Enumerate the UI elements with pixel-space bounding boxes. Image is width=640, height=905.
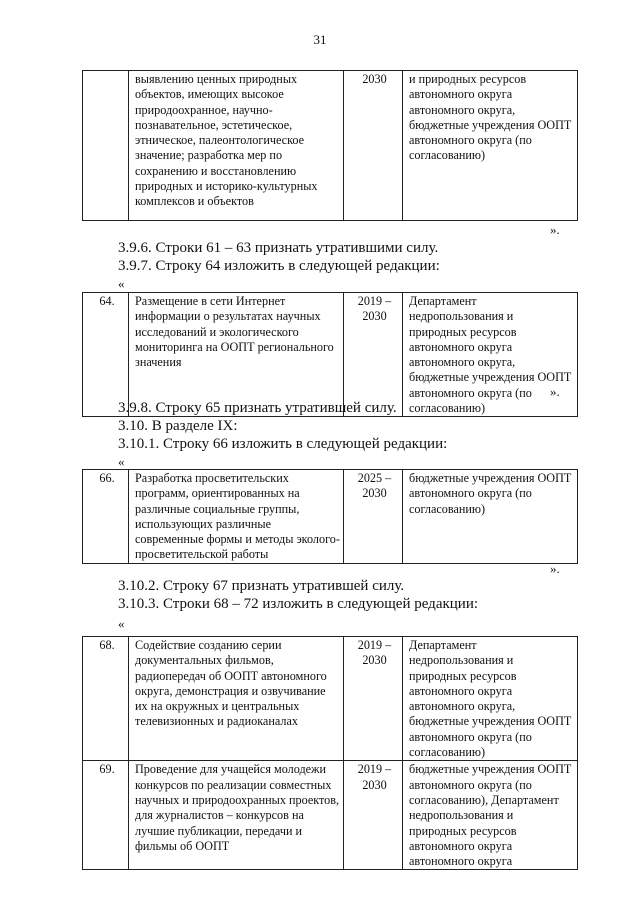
paragraph-3-10-3: 3.10.3. Строки 68 – 72 изложить в следующей редакции: bbox=[118, 596, 479, 612]
closing-quote: ». bbox=[550, 222, 560, 237]
table-row-64 bbox=[82, 292, 578, 417]
table-continued bbox=[82, 70, 578, 221]
table-rows-68-72 bbox=[82, 636, 578, 870]
row-executor: и природных ресурсов автономного округа автономного округа, бюджетные учреждения ООПТ автономного округа (по согласованию) bbox=[403, 71, 578, 221]
table-row bbox=[83, 293, 578, 417]
row-executor: Департамент недропользования и природных ресурсов автономного округа автономного округа, бюджетные учреждения ООПТ автономного округа (по согласованию) bbox=[403, 293, 578, 417]
row-number: 68. bbox=[83, 637, 129, 761]
row-period: 2019 – 2030 bbox=[344, 637, 403, 761]
table-row bbox=[83, 637, 578, 761]
row-number bbox=[83, 71, 129, 221]
row-activity: Содействие созданию серии документальных фильмов, радиопередач об ООПТ автономного округа, демонстрация и озвучивание их на окружных и центральных телевизионных и радиоканалах bbox=[129, 637, 344, 761]
row-number: 64. bbox=[83, 293, 129, 417]
row-period: 2030 bbox=[344, 71, 403, 221]
row-executor: бюджетные учреждения ООПТ автономного округа (по согласованию) bbox=[403, 470, 578, 564]
row-executor: бюджетные учреждения ООПТ автономного округа (по согласованию), Департамент недропользования и природных ресурсов автономного округа автономного округа bbox=[403, 761, 578, 870]
table-row-66 bbox=[82, 469, 578, 564]
paragraph-3-10-1: 3.10.1. Строку 66 изложить в следующей редакции: bbox=[118, 436, 448, 452]
closing-quote: ». bbox=[550, 561, 560, 576]
opening-quote: « bbox=[118, 276, 125, 291]
opening-quote: « bbox=[118, 454, 125, 469]
paragraph-3-9-8: 3.9.8. Строку 65 признать утратившей силу. bbox=[118, 400, 397, 416]
opening-quote: « bbox=[118, 616, 125, 631]
paragraph-3-9-6: 3.9.6. Строки 61 – 63 признать утратившими силу. bbox=[118, 240, 439, 256]
paragraph-3-9-7: 3.9.7. Строку 64 изложить в следующей редакции: bbox=[118, 258, 440, 274]
row-activity: Размещение в сети Интернет информации о результатах научных исследований и экологического мониторинга на ООПТ регионального значения bbox=[129, 293, 344, 417]
row-activity: Разработка просветительских программ, ориентированных на различные социальные группы, использующих различные современные формы и методы эколого-просветительской работы bbox=[129, 470, 344, 564]
paragraph-3-10-2: 3.10.2. Строку 67 признать утратившей силу. bbox=[118, 578, 405, 594]
row-activity: выявлению ценных природных объектов, имеющих высокое природоохранное, научно-познавательное, эстетическое, этническое, палеонтологическое значение; разработка мер по сохранению и восстановлению природных и историко-культурных комплексов и объектов bbox=[129, 71, 344, 221]
table-row bbox=[83, 71, 578, 221]
row-period: 2019 – 2030 bbox=[344, 293, 403, 417]
row-number: 66. bbox=[83, 470, 129, 564]
row-number: 69. bbox=[83, 761, 129, 870]
row-activity: Проведение для учащейся молодежи конкурсов по реализации совместных научных и природоохранных проектов, для журналистов – конкурсов на лучшие публикации, передачи и фильмы об ООПТ bbox=[129, 761, 344, 870]
table-row bbox=[83, 761, 578, 870]
closing-quote: ». bbox=[550, 384, 560, 399]
row-period: 2019 – 2030 bbox=[344, 761, 403, 870]
paragraph-3-10: 3.10. В разделе IX: bbox=[118, 418, 238, 434]
page-number: 31 bbox=[313, 32, 327, 47]
table-row bbox=[83, 470, 578, 564]
row-period: 2025 – 2030 bbox=[344, 470, 403, 564]
row-executor: Департамент недропользования и природных ресурсов автономного округа автономного округа, бюджетные учреждения ООПТ автономного округа (по согласованию) bbox=[403, 637, 578, 761]
